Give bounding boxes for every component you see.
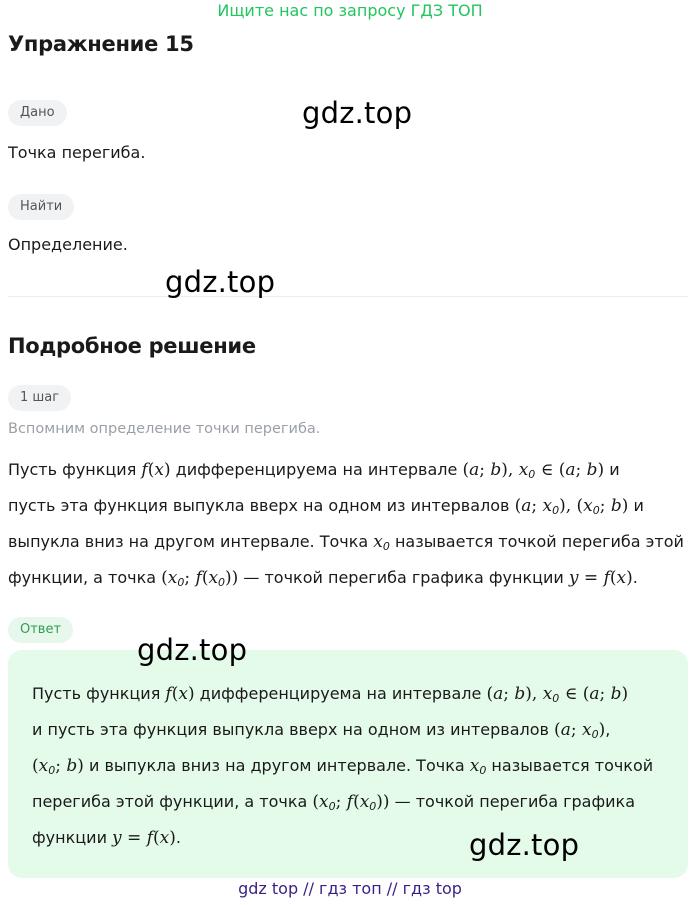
math-sub: 0 xyxy=(592,504,600,517)
math-sub: 0 xyxy=(382,540,390,553)
math: x xyxy=(616,568,627,588)
given-text: Точка перегиба. xyxy=(8,143,146,162)
text-span: функции, а точка xyxy=(8,568,162,587)
text-span: функции xyxy=(32,828,113,847)
text-span: — точкой перегиба графика xyxy=(389,792,636,811)
step-hint: Вспомним определение точки перегиба. xyxy=(8,421,321,437)
math: ) xyxy=(77,756,84,776)
text-span: выпукла вниз на другом интервале. Точка xyxy=(8,532,374,551)
text-span: пусть эта функция выпукла вверх на одном из интервалов xyxy=(8,496,515,515)
math: ; xyxy=(531,496,543,516)
math-sub: 0 xyxy=(552,692,560,705)
math-sub: 0 xyxy=(528,468,536,481)
math: ; xyxy=(184,568,196,588)
math: = xyxy=(578,568,604,588)
math: b xyxy=(514,684,526,704)
math: x xyxy=(373,532,383,552)
given-label: Дано xyxy=(8,100,67,126)
math: x xyxy=(542,496,553,516)
math: f xyxy=(141,460,148,480)
math: ) xyxy=(163,460,171,480)
math: f xyxy=(146,828,154,848)
math: ; xyxy=(55,756,67,776)
math-sub: 0 xyxy=(48,764,56,777)
math: x xyxy=(178,684,188,704)
divider xyxy=(8,296,688,297)
math: ) xyxy=(187,684,195,704)
footer-links[interactable]: gdz top // гдз топ // гдз top xyxy=(238,879,462,898)
math: a xyxy=(565,460,576,480)
math: x xyxy=(208,568,219,588)
math: x xyxy=(159,828,170,848)
answer-text xyxy=(32,676,682,856)
text-span: называется точкой xyxy=(486,756,654,775)
text-span: перегиба этой функции, а точка xyxy=(32,792,313,811)
math-sub: 0 xyxy=(328,800,336,813)
math: a xyxy=(521,496,532,516)
math: b xyxy=(490,460,502,480)
math: ; xyxy=(335,792,347,812)
math: ) xyxy=(169,828,176,848)
solution-text xyxy=(8,452,696,596)
math: x xyxy=(359,792,370,812)
math: ; xyxy=(479,460,491,480)
math: ), ( xyxy=(559,496,584,516)
page-title: Упражнение 15 xyxy=(8,32,194,56)
math: ( xyxy=(153,828,160,848)
math: b xyxy=(610,684,622,704)
math: ( xyxy=(32,756,39,776)
text-span: . xyxy=(632,568,638,587)
text-span: и пусть эта функция выпукла вверх на одном из интервалов xyxy=(32,720,555,739)
math: ( xyxy=(514,496,522,516)
math: ( xyxy=(462,460,470,480)
text-span: , xyxy=(605,720,611,739)
math: y xyxy=(568,568,579,588)
math: a xyxy=(493,684,504,704)
math: ( xyxy=(353,792,360,812)
math: f xyxy=(346,792,354,812)
math: ( xyxy=(312,792,320,812)
find-text: Определение. xyxy=(8,235,128,254)
top-banner: Ищите нас по запросу ГДЗ ТОП xyxy=(217,1,483,20)
watermark: gdz.top xyxy=(302,96,413,130)
step-label: 1 шаг xyxy=(8,385,71,411)
math: ( xyxy=(147,460,155,480)
text-span: дифференцируема на интервале xyxy=(170,460,463,479)
math: b xyxy=(66,756,78,776)
math: ), xyxy=(501,460,519,480)
math: x xyxy=(154,460,164,480)
math: y xyxy=(112,828,122,848)
math: ; xyxy=(599,496,611,516)
solution-heading: Подробное решение xyxy=(8,334,256,358)
math-sub: 0 xyxy=(369,800,377,813)
math: ; xyxy=(599,684,611,704)
math: ( xyxy=(171,684,179,704)
math: x xyxy=(581,720,592,740)
math: ( xyxy=(201,568,209,588)
math: x xyxy=(469,756,480,776)
text-span: дифференцируема на интервале xyxy=(194,684,487,703)
text-span: Пусть функция xyxy=(32,684,166,703)
math: ( xyxy=(554,720,561,740)
text-span: — точкой перегиба графика функции xyxy=(238,568,569,587)
math: a xyxy=(560,720,571,740)
math-sub: 0 xyxy=(552,504,560,517)
math: ; xyxy=(570,720,582,740)
text-span: и выпукла вниз на другом интервале. Точка xyxy=(83,756,470,775)
math-sub: 0 xyxy=(479,764,487,777)
math: )) xyxy=(225,568,239,588)
math: x xyxy=(319,792,329,812)
math: ) xyxy=(626,568,633,588)
text-span: Пусть функция xyxy=(8,460,142,479)
math: x xyxy=(167,568,178,588)
math: ) xyxy=(621,496,629,516)
math: ) xyxy=(621,684,629,704)
text-span: и xyxy=(604,460,620,479)
math: ( xyxy=(486,684,494,704)
math: x xyxy=(38,756,49,776)
math-sub: 0 xyxy=(591,728,599,741)
text-span: и xyxy=(628,496,644,515)
math: x xyxy=(583,496,593,516)
math: a xyxy=(589,684,600,704)
answer-label: Ответ xyxy=(8,617,73,643)
math: f xyxy=(603,568,610,588)
math: x xyxy=(518,460,529,480)
math: f xyxy=(165,684,172,704)
math: )) xyxy=(376,792,390,812)
math: ∈ ( xyxy=(559,684,590,704)
math: ; xyxy=(503,684,515,704)
math-sub: 0 xyxy=(177,576,185,589)
watermark: gdz.top xyxy=(137,633,248,667)
math: x xyxy=(542,684,553,704)
math: ), xyxy=(525,684,543,704)
math: a xyxy=(469,460,480,480)
math: b xyxy=(610,496,622,516)
math: f xyxy=(195,568,202,588)
math: b xyxy=(586,460,598,480)
math: ∈ ( xyxy=(535,460,566,480)
math-sub: 0 xyxy=(218,576,226,589)
math: ( xyxy=(161,568,168,588)
math: ; xyxy=(575,460,587,480)
find-label: Найти xyxy=(8,194,74,220)
watermark: gdz.top xyxy=(469,828,580,862)
math: ) xyxy=(597,460,605,480)
text-span: . xyxy=(175,828,181,847)
math: = xyxy=(121,828,147,848)
watermark: gdz.top xyxy=(165,265,276,299)
text-span: называется точкой перегиба этой xyxy=(389,532,684,551)
math: ) xyxy=(598,720,606,740)
math: ( xyxy=(609,568,617,588)
